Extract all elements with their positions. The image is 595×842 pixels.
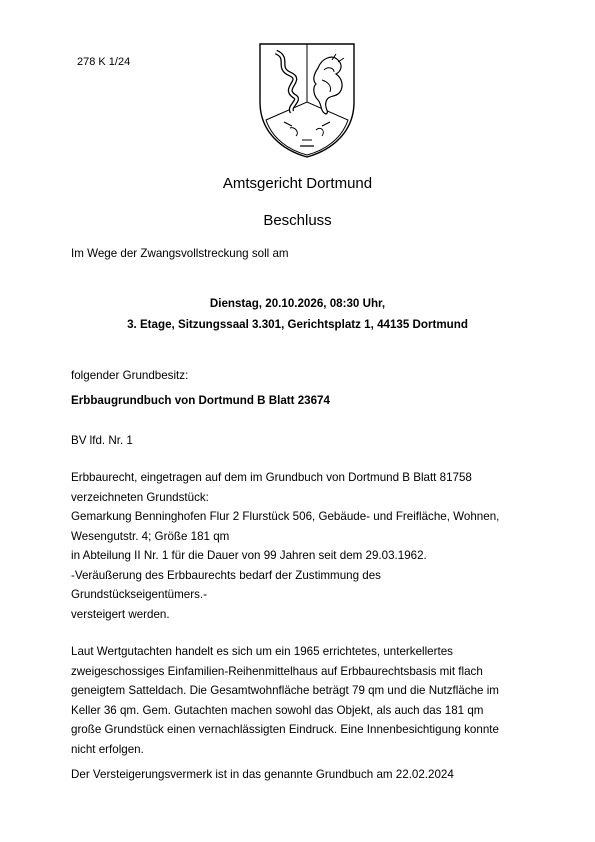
file-reference: 278 K 1/24 [77, 56, 131, 68]
appraisal-line: große Grundstück einen vernachlässigten Eindruck. Eine Innenbesichtigung konnte [71, 723, 499, 736]
appraisal-text [71, 642, 531, 759]
property-description [71, 468, 531, 624]
land-register: Erbbaugrundbuch von Dortmund B Blatt 23674 [71, 394, 330, 407]
description-line: Grundstückseigentümers.- [71, 588, 207, 601]
description-line: versteigert werden. [71, 607, 170, 621]
intro-text: Im Wege der Zwangsvollstreckung soll am [71, 247, 289, 260]
bv-number: BV lfd. Nr. 1 [71, 434, 133, 447]
appraisal-line: Keller 36 qm. Gem. Gutachten machen sowohl das Objekt, als auch das 181 qm [71, 703, 484, 717]
appraisal-line: zweigeschossiges Einfamilien-Reihenmittelhaus auf Erbbaurechtsbasis mit flach [71, 664, 483, 678]
description-line: verzeichneten Grundstück: [71, 490, 209, 504]
description-line: Gemarkung Benninghofen Flur 2 Flurstück 506, Gebäude- und Freifläche, Wohnen, [71, 510, 500, 523]
description-line: -Veräußerung des Erbbaurechts bedarf der Zustimmung des [71, 568, 381, 582]
auction-location: 3. Etage, Sitzungssaal 3.301, Gerichtsplatz 1, 44135 Dortmund [127, 318, 468, 331]
auction-note: Der Versteigerungsvermerk ist in das genannte Grundbuch am 22.02.2024 [71, 768, 454, 781]
description-line: Erbbaurecht, eingetragen auf dem im Grundbuch von Dortmund B Blatt 81758 [71, 471, 472, 484]
court-name: Amtsgericht Dortmund [222, 175, 373, 192]
document-title: Beschluss [263, 212, 332, 229]
appraisal-line: geneigtem Satteldach. Die Gesamtwohnfläche beträgt 79 qm und die Nutzfläche im [71, 684, 499, 697]
description-line: Wesengutstr. 4; Größe 181 qm [71, 529, 230, 543]
appraisal-line: Laut Wertgutachten handelt es sich um ein 1965 errichtetes, unterkellertes [71, 645, 453, 658]
coat-of-arms-icon [256, 40, 358, 160]
auction-date: Dienstag, 20.10.2026, 08:30 Uhr, [209, 297, 386, 310]
description-line: in Abteilung II Nr. 1 für die Dauer von 99 Jahren seit dem 29.03.1962. [71, 549, 427, 562]
appraisal-line: nicht erfolgen. [71, 742, 144, 756]
property-intro: folgender Grundbesitz: [71, 369, 189, 382]
